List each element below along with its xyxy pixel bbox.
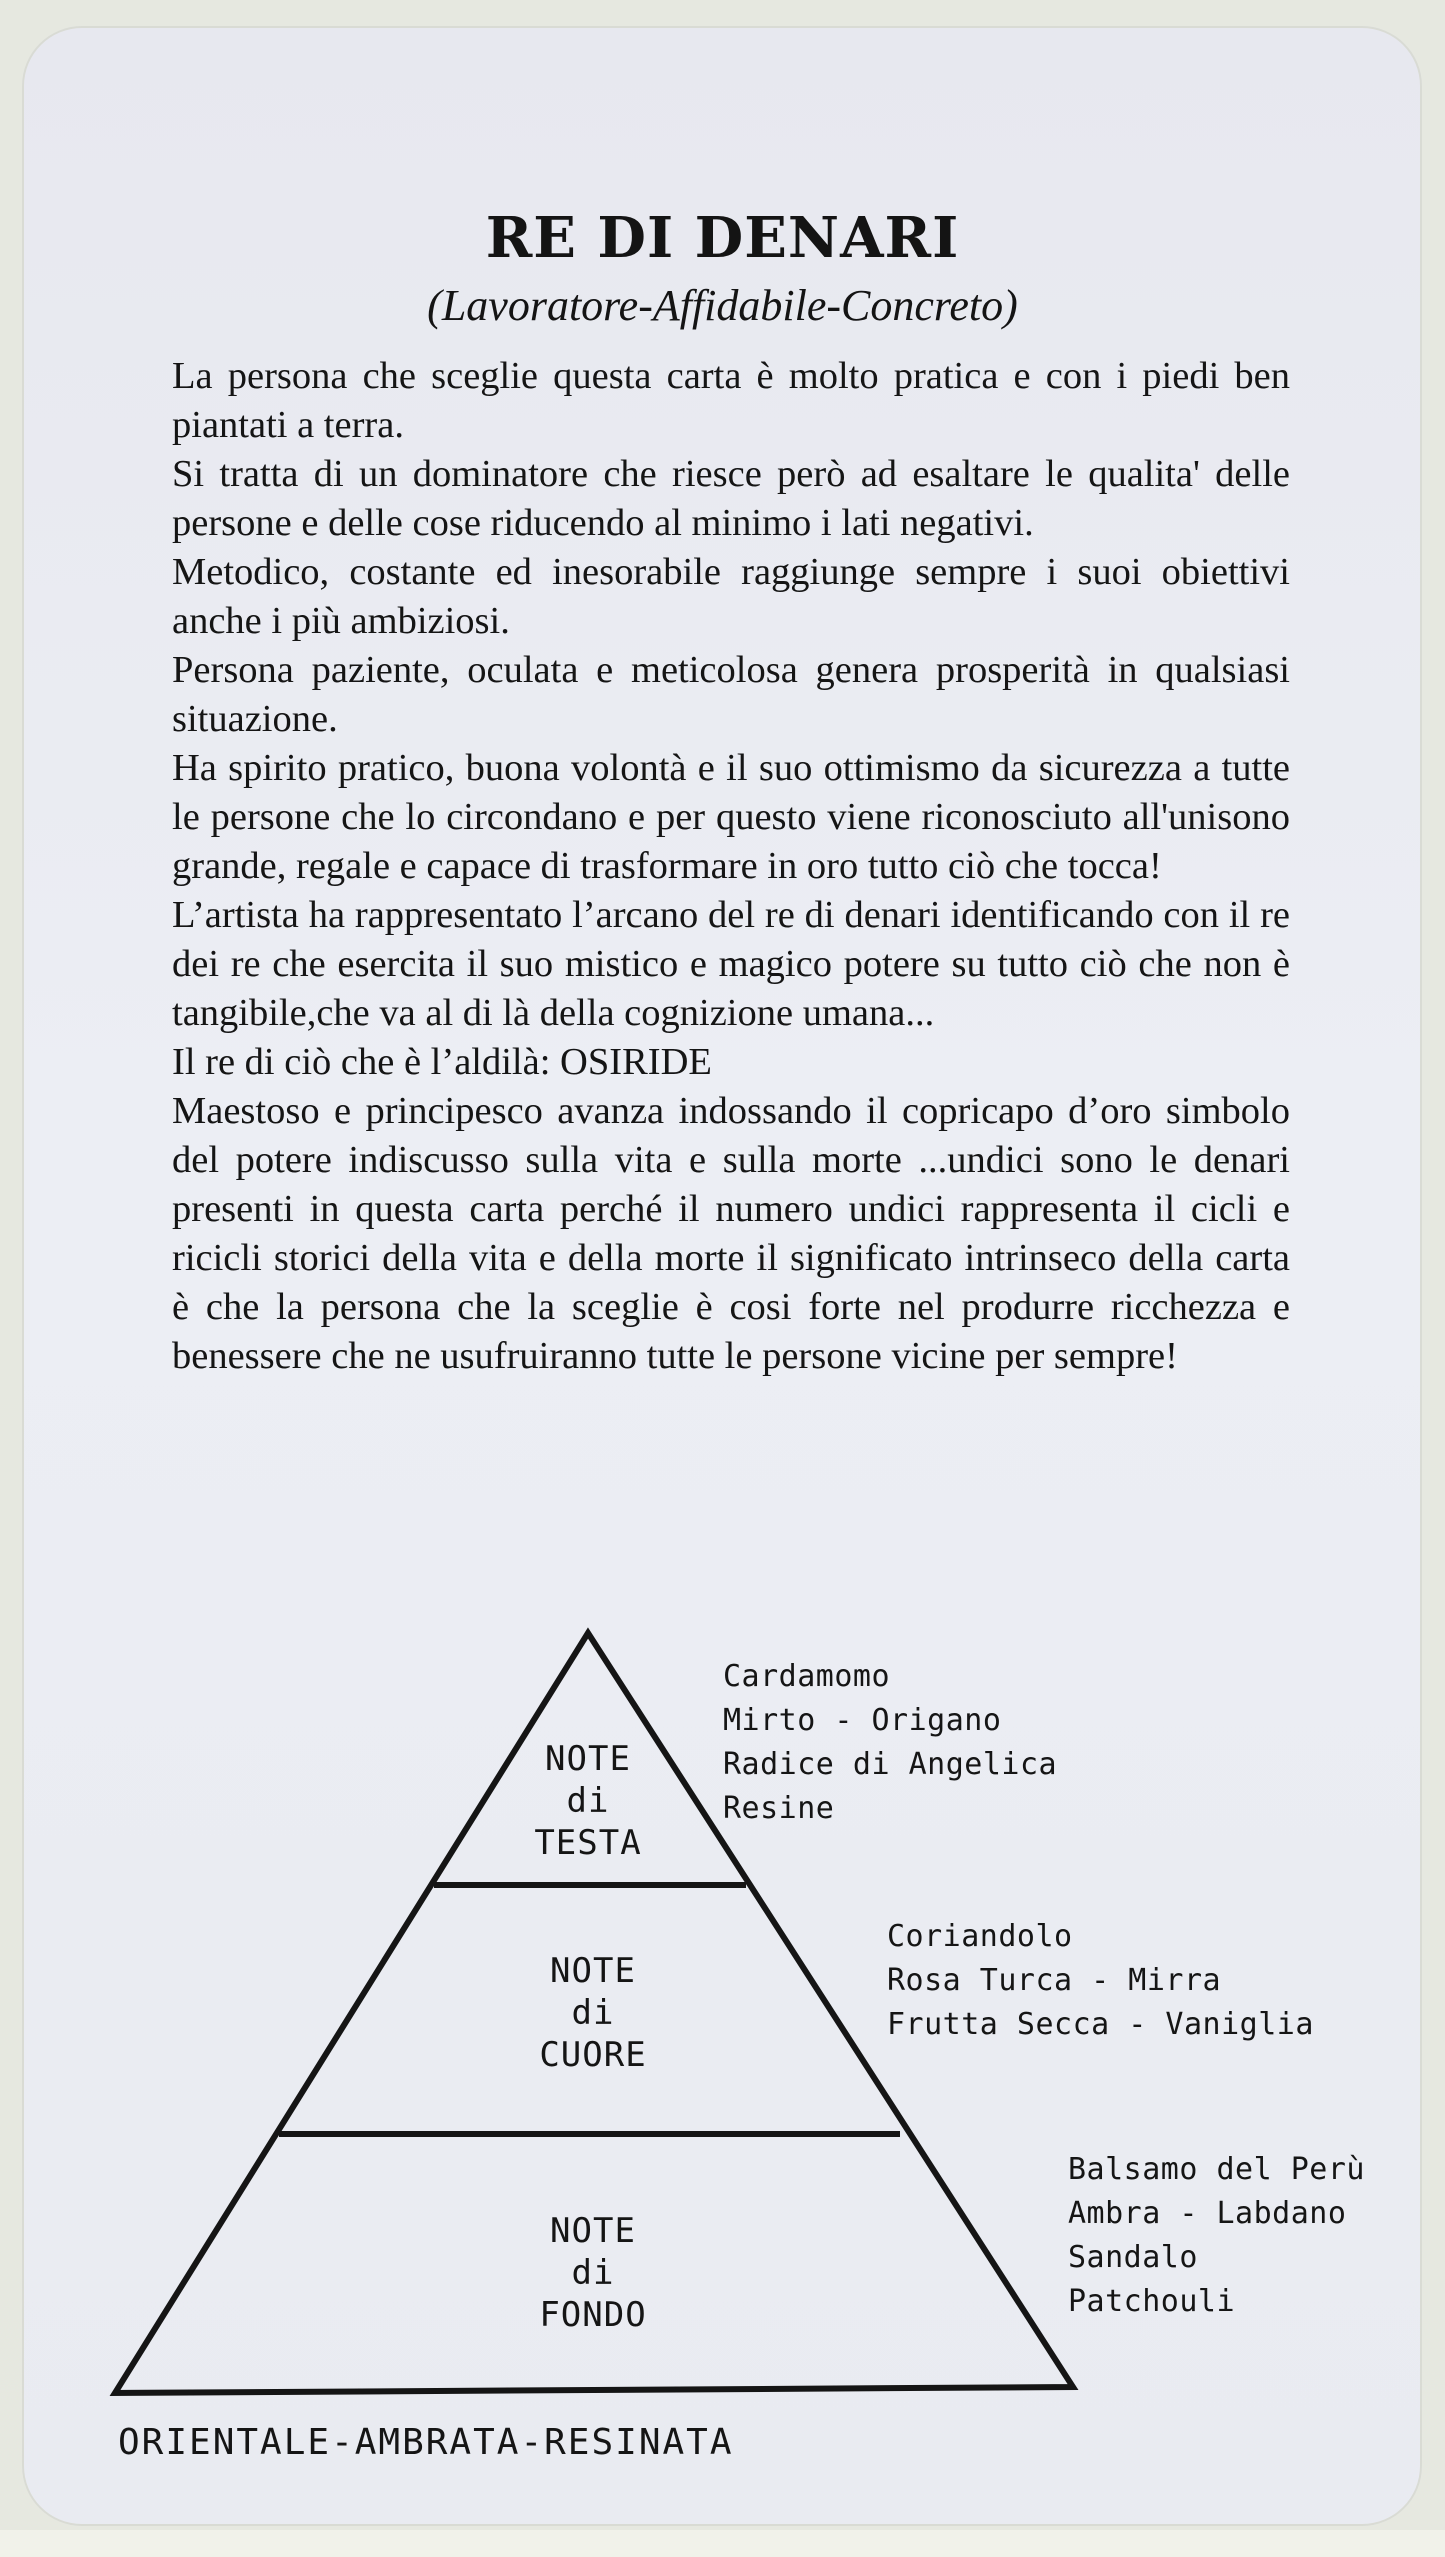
- tier-middle-line1: NOTE: [550, 1951, 636, 1991]
- card-subtitle: (Lavoratore-Affidabile-Concreto): [427, 281, 1018, 330]
- tier-top-label: [508, 1738, 668, 1864]
- ingredient: Sandalo: [1068, 2240, 1198, 2275]
- paragraph-2: Si tratta di un dominatore che riesce però ad esaltare le qualita' delle persone e delle cose riducendo al minimo i lati negativi.: [172, 453, 1290, 544]
- tier-bottom-line3: FONDO: [539, 2295, 647, 2335]
- paragraph-3: Metodico, costante ed inesorabile raggiunge sempre i suoi obiettivi anche i più ambiziosi.: [172, 551, 1290, 642]
- tier-middle-ingredients: [887, 1915, 1314, 2047]
- ingredient: Resine: [723, 1791, 835, 1826]
- paragraph-6: L’artista ha rappresentato l’arcano del re di denari identificando con il re dei re che esercita il suo mistico e magico potere su tutto ciò che non è tangibile,che va al di là della cognizione umana...: [172, 894, 1290, 1034]
- ingredient: Rosa Turca - Mirra: [887, 1963, 1222, 1998]
- tier-middle-line2: di: [571, 1993, 615, 2033]
- tier-bottom-ingredients: [1068, 2148, 1365, 2324]
- tier-middle-line3: CUORE: [539, 2035, 647, 2075]
- tier-top-ingredients: [723, 1655, 1057, 1831]
- paragraph-8: Maestoso e principesco avanza indossando il copricapo d’oro simbolo del potere indiscusso sulla vita e sulla morte ...undici sono le denari presenti in questa carta perché il numero undici rappresenta il cicli e ricicli storici della vita e della morte il significato intrinseco della carta è che la persona che la sceglie è cosi forte nel produrre ricchezza e benessere che ne usufruiranno tutte le persone vicine per sempre!: [172, 1090, 1290, 1377]
- paragraph-7: Il re di ciò che è l’aldilà: OSIRIDE: [172, 1041, 712, 1083]
- fragrance-family: ORIENTALE-AMBRATA-RESINATA: [118, 2422, 734, 2463]
- tier-top-line2: di: [566, 1781, 610, 1821]
- paragraph-1: La persona che sceglie questa carta è molto pratica e con i piedi ben piantati a terra.: [172, 355, 1290, 446]
- tier-top-line1: NOTE: [545, 1739, 631, 1779]
- ingredient: Cardamomo: [723, 1659, 891, 1694]
- tier-bottom-line1: NOTE: [550, 2211, 636, 2251]
- card-description: [172, 352, 1290, 1381]
- tier-top-line3: TESTA: [534, 1823, 642, 1863]
- paragraph-4: Persona paziente, oculata e meticolosa genera prosperità in qualsiasi situazione.: [172, 649, 1290, 740]
- tier-bottom-label: [498, 2210, 688, 2336]
- ingredient: Radice di Angelica: [723, 1747, 1058, 1782]
- paragraph-5: Ha spirito pratico, buona volontà e il suo ottimismo da sicurezza a tutte le persone che lo circondano e per questo viene riconosciuto all'unisono grande, regale e capace di trasformare in oro tutto ciò che tocca!: [172, 747, 1290, 887]
- ingredient: Ambra - Labdano: [1068, 2196, 1347, 2231]
- tier-middle-label: [503, 1950, 683, 2076]
- ingredient: Patchouli: [1068, 2284, 1236, 2319]
- tier-bottom-line2: di: [571, 2253, 615, 2293]
- background-strip: [0, 2530, 1445, 2557]
- ingredient: Balsamo del Perù: [1068, 2152, 1365, 2187]
- ingredient: Coriandolo: [887, 1919, 1073, 1954]
- ingredient: Mirto - Origano: [723, 1703, 1002, 1738]
- ingredient: Frutta Secca - Vaniglia: [887, 2007, 1314, 2042]
- card-title: RE DI DENARI: [485, 205, 960, 271]
